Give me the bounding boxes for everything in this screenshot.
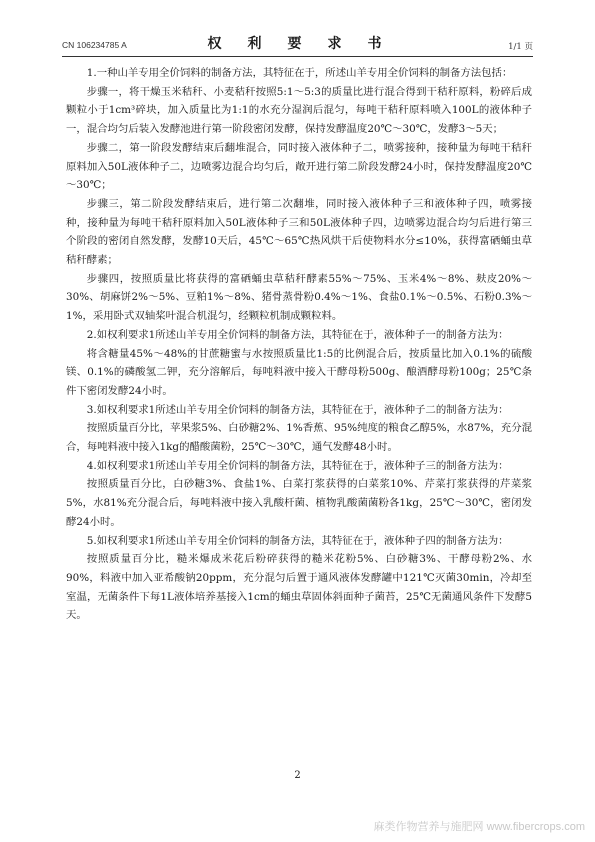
claim-paragraph: 步骤三，第二阶段发酵结束后，进行第二次翻堆，同时接入液体种子三和液体种子四，喷雾接种，接种量为每吨干秸秆原料加入50L液体种子三和50L液体种子四，边喷雾边混合均匀后进行第三个阶段的密闭自然发酵，发酵10天后，45℃～65℃热风烘干后使物料水分≤10%，获得富硒蛹虫草秸秆酵素； — [66, 197, 532, 267]
document-header — [62, 30, 533, 54]
watermark-text: 麻类作物营养与施肥网 www.fibercrops.com — [373, 821, 585, 833]
claim-paragraph: 2.如权利要求1所述山羊专用全价饲料的制备方法，其特征在于，液体种子一的制备方法为： — [86, 328, 509, 341]
claims-body — [66, 64, 532, 625]
claim-paragraph: 步骤四，按照质量比将获得的富硒蛹虫草秸秆酵素55%～75%、玉米4%～8%、麸皮20%～30%、胡麻饼2%～5%、豆粕1%～8%、猪骨蒸骨粉0.4%～1%、食盐0.1%～0.5%、石粉0.3%～1%，采用卧式双轴桨叶混合机混匀，经颗粒机制成颗粒料。 — [66, 272, 532, 323]
claim-paragraph: 1.一种山羊专用全价饲料的制备方法，其特征在于，所述山羊专用全价饲料的制备方法包括： — [86, 67, 513, 79]
claim-paragraph: 5.如权利要求1所述山羊专用全价饲料的制备方法，其特征在于，液体种子四的制备方法为： — [86, 534, 509, 547]
claim-paragraph: 将含糖量45%～48%的甘蔗糖蜜与水按照质量比1:5的比例混合后，按质量比加入0.1%的硫酸镁、0.1%的磷酸氢二钾，充分溶解后，每吨料液中接入干酵母粉500g、酿酒酵母粉100g；25℃条件下密闭发酵24小时。 — [66, 347, 532, 397]
patent-number: CN 106234785 A — [62, 40, 127, 50]
document-title: 权 利 要 求 书 — [207, 36, 388, 52]
claim-paragraph: 4.如权利要求1所述山羊专用全价饲料的制备方法，其特征在于，液体种子三的制备方法为： — [86, 459, 509, 472]
claim-paragraph: 步骤二，第一阶段发酵结束后翻堆混合，同时接入液体种子二，喷雾接种，接种量为每吨干秸秆原料加入50L液体种子二，边喷雾边混合均匀后，敞开进行第二阶段发酵24小时，保持发酵温度20℃～30℃； — [66, 141, 532, 192]
page-label: 1/1 页 — [508, 42, 533, 52]
claim-paragraph: 3.如权利要求1所述山羊专用全价饲料的制备方法，其特征在于，液体种子二的制备方法为： — [86, 403, 509, 416]
page-number: 2 — [294, 770, 301, 781]
claim-paragraph: 按照质量百分比，苹果浆5%、白砂糖2%、1%香蕉、95%纯度的粮食乙醇5%，水87%，充分混合，每吨料液中接入1kg的醋酸菌粉，25℃～30℃，通气发酵48小时。 — [66, 422, 532, 454]
claim-paragraph: 按照质量百分比，白砂糖3%、食盐1%、白菜打浆获得的白菜浆10%、芹菜打浆获得的芹菜浆5%，水81%充分混合后，每吨料液中接入乳酸杆菌、植物乳酸菌菌粉各1kg，25℃～30℃，密闭发酵24小时。 — [66, 478, 532, 528]
header-divider — [62, 56, 533, 57]
claim-paragraph: 按照质量百分比，糙米爆成米花后粉碎获得的糙米花粉5%、白砂糖3%、干酵母粉2%、水90%，料液中加入亚希酸钠20ppm，充分混匀后置于通风液体发酵罐中121℃灭菌30min，冷却至室温，无菌条件下每1L液体培养基接入1cm的蛹虫草固体斜面种子菌苔，25℃无菌通风条件下发酵5天。 — [66, 553, 532, 622]
claim-paragraph: 步骤一，将干燥玉米秸秆、小麦秸秆按照5:1～5:3的质量比进行混合得到干秸秆原料，粉碎后成颗粒小于1cm³碎块，加入质量比为1:1的水充分湿润后混匀，每吨干秸秆原料喷入100L的液体种子一，混合均匀后装入发酵池进行第一阶段密闭发酵，保持发酵温度20℃～30℃，发酵3～5天； — [66, 85, 532, 136]
